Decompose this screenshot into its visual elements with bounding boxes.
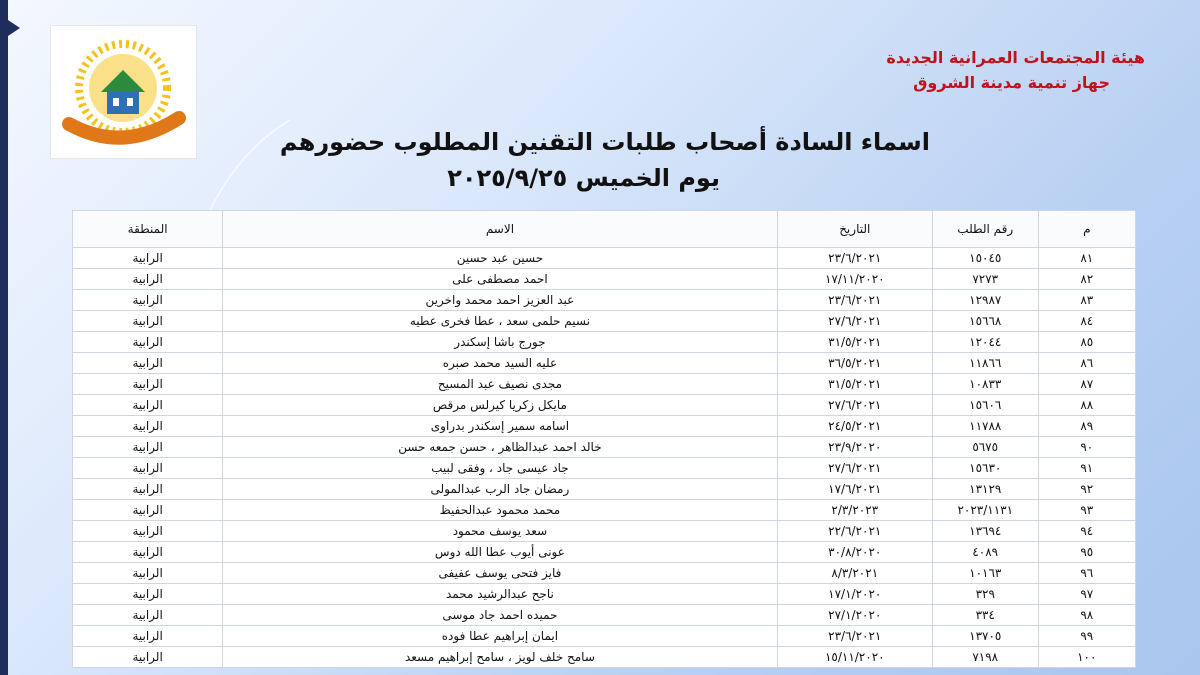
cell-zone: الرابية — [73, 353, 223, 374]
cell-name: ناجح عبدالرشيد محمد — [223, 584, 777, 605]
cell-date: ٢٧/٦/٢٠٢١ — [777, 311, 932, 332]
cell-date: ٣٦/٥/٢٠٢١ — [777, 353, 932, 374]
cell-request: ١٥٦٦٨ — [932, 311, 1038, 332]
cell-date: ٣١/٥/٢٠٢١ — [777, 332, 932, 353]
table-row — [73, 458, 1136, 479]
table-row — [73, 542, 1136, 563]
cell-no: ٩١ — [1038, 458, 1135, 479]
cell-date: ١٧/١/٢٠٢٠ — [777, 584, 932, 605]
table-row — [73, 479, 1136, 500]
cell-date: ٢/٣/٢٠٢٣ — [777, 500, 932, 521]
cell-date: ٢٤/٥/٢٠٢١ — [777, 416, 932, 437]
table-row — [73, 605, 1136, 626]
cell-zone: الرابية — [73, 311, 223, 332]
cell-request: ٣٣٤ — [932, 605, 1038, 626]
cell-name: جاد عيسى جاد ، وفقى لبيب — [223, 458, 777, 479]
cell-no: ٨١ — [1038, 248, 1135, 269]
cell-request: ٢٠٢٣/١١٣١ — [932, 500, 1038, 521]
cell-name: حميده احمد جاد موسى — [223, 605, 777, 626]
cell-name: فايز فتحى يوسف عفيفى — [223, 563, 777, 584]
cell-request: ١٥٦٣٠ — [932, 458, 1038, 479]
cell-zone: الرابية — [73, 605, 223, 626]
cell-date: ٢٣/٩/٢٠٢٠ — [777, 437, 932, 458]
cell-zone: الرابية — [73, 584, 223, 605]
table-row — [73, 521, 1136, 542]
cell-no: ٨٨ — [1038, 395, 1135, 416]
cell-request: ١٠١٦٣ — [932, 563, 1038, 584]
cell-name: جورج باشا إسكندر — [223, 332, 777, 353]
cell-date: ٢٧/١/٢٠٢٠ — [777, 605, 932, 626]
cell-no: ٩٥ — [1038, 542, 1135, 563]
table-row — [73, 437, 1136, 458]
table-row — [73, 626, 1136, 647]
cell-date: ٣١/٥/٢٠٢١ — [777, 374, 932, 395]
table-row — [73, 374, 1136, 395]
column-header-zone: المنطقة — [73, 211, 223, 248]
cell-date: ٢٧/٦/٢٠٢١ — [777, 458, 932, 479]
cell-zone: الرابية — [73, 542, 223, 563]
cell-no: ٨٥ — [1038, 332, 1135, 353]
cell-zone: الرابية — [73, 416, 223, 437]
organization-header — [886, 45, 1145, 95]
cell-no: ٨٩ — [1038, 416, 1135, 437]
cell-name: اسامه سمير إسكندر بدراوى — [223, 416, 777, 437]
attendees-table — [72, 210, 1136, 668]
cell-request: ٤٠٨٩ — [932, 542, 1038, 563]
cell-request: ١١٧٨٨ — [932, 416, 1038, 437]
cell-date: ٢٣/٦/٢٠٢١ — [777, 290, 932, 311]
column-header-date: التاريخ — [777, 211, 932, 248]
table-row — [73, 311, 1136, 332]
cell-no: ٩٦ — [1038, 563, 1135, 584]
cell-zone: الرابية — [73, 458, 223, 479]
cell-no: ٩٧ — [1038, 584, 1135, 605]
table-row — [73, 563, 1136, 584]
cell-name: ايمان إبراهيم عطا فوده — [223, 626, 777, 647]
cell-request: ١٢٩٨٧ — [932, 290, 1038, 311]
cell-request: ١٢٠٤٤ — [932, 332, 1038, 353]
page-subtitle: يوم الخميس ٢٠٢٥/٩/٢٥ — [447, 164, 720, 192]
cell-name: محمد محمود عبدالحفيظ — [223, 500, 777, 521]
cell-zone: الرابية — [73, 647, 223, 668]
cell-zone: الرابية — [73, 374, 223, 395]
cell-date: ٨/٣/٢٠٢١ — [777, 563, 932, 584]
cell-request: ١٥٠٤٥ — [932, 248, 1038, 269]
table-row — [73, 500, 1136, 521]
cell-request: ١٣٧٠٥ — [932, 626, 1038, 647]
slide-decoration-line — [8, 0, 20, 675]
cell-date: ٢٧/٦/٢٠٢١ — [777, 395, 932, 416]
cell-no: ٩٠ — [1038, 437, 1135, 458]
cell-zone: الرابية — [73, 479, 223, 500]
cell-name: سعد يوسف محمود — [223, 521, 777, 542]
cell-zone: الرابية — [73, 521, 223, 542]
table-row — [73, 353, 1136, 374]
cell-name: مايكل زكريا كيرلس مرقص — [223, 395, 777, 416]
cell-request: ١٣١٢٩ — [932, 479, 1038, 500]
cell-name: نسيم حلمى سعد ، عطا فخرى عطيه — [223, 311, 777, 332]
cell-no: ٨٢ — [1038, 269, 1135, 290]
cell-request: ١١٨٦٦ — [932, 353, 1038, 374]
table-row — [73, 332, 1136, 353]
cell-date: ١٧/١١/٢٠٢٠ — [777, 269, 932, 290]
org-name: هيئة المجتمعات العمرانية الجديدة — [886, 48, 1145, 67]
cell-no: ٩٢ — [1038, 479, 1135, 500]
cell-request: ٣٢٩ — [932, 584, 1038, 605]
cell-name: خالد احمد عبدالظاهر ، حسن جمعه حسن — [223, 437, 777, 458]
cell-no: ٩٨ — [1038, 605, 1135, 626]
table-header-row — [73, 211, 1136, 248]
cell-zone: الرابية — [73, 437, 223, 458]
cell-date: ٢٣/٦/٢٠٢١ — [777, 248, 932, 269]
cell-zone: الرابية — [73, 626, 223, 647]
city-logo — [50, 25, 197, 159]
table-row — [73, 290, 1136, 311]
table-row — [73, 416, 1136, 437]
cell-name: عونى أيوب عطا الله دوس — [223, 542, 777, 563]
cell-zone: الرابية — [73, 500, 223, 521]
cell-zone: الرابية — [73, 395, 223, 416]
slide-left-bar — [0, 0, 8, 675]
column-header-name: الاسم — [223, 211, 777, 248]
cell-name: سامح خلف لويز ، سامح إبراهيم مسعد — [223, 647, 777, 668]
cell-name: حسين عبد حسين — [223, 248, 777, 269]
column-header-no: م — [1038, 211, 1135, 248]
cell-zone: الرابية — [73, 332, 223, 353]
cell-name: عليه السيد محمد صبره — [223, 353, 777, 374]
cell-request: ١٣٦٩٤ — [932, 521, 1038, 542]
table-row — [73, 248, 1136, 269]
table-row — [73, 269, 1136, 290]
cell-zone: الرابية — [73, 290, 223, 311]
table-row — [73, 647, 1136, 668]
cell-request: ٥٦٧٥ — [932, 437, 1038, 458]
cell-date: ١٧/٦/٢٠٢١ — [777, 479, 932, 500]
cell-no: ٨٧ — [1038, 374, 1135, 395]
cell-name: رمضان جاد الرب عبدالمولى — [223, 479, 777, 500]
page-title: اسماء السادة أصحاب طلبات التقنين المطلوب حضورهم — [279, 128, 930, 156]
cell-date: ٣٠/٨/٢٠٢٠ — [777, 542, 932, 563]
cell-zone: الرابية — [73, 248, 223, 269]
cell-date: ٢٢/٦/٢٠٢١ — [777, 521, 932, 542]
cell-request: ٧١٩٨ — [932, 647, 1038, 668]
cell-name: احمد مصطفى على — [223, 269, 777, 290]
cell-date: ١٥/١١/٢٠٢٠ — [777, 647, 932, 668]
cell-no: ٨٦ — [1038, 353, 1135, 374]
cell-no: ٩٩ — [1038, 626, 1135, 647]
cell-request: ١٠٨٣٣ — [932, 374, 1038, 395]
column-header-request: رقم الطلب — [932, 211, 1038, 248]
table-row — [73, 584, 1136, 605]
cell-no: ١٠٠ — [1038, 647, 1135, 668]
cell-no: ٨٣ — [1038, 290, 1135, 311]
table-row — [73, 395, 1136, 416]
cell-no: ٩٤ — [1038, 521, 1135, 542]
cell-request: ١٥٦٠٦ — [932, 395, 1038, 416]
cell-name: مجدى نصيف عبد المسيح — [223, 374, 777, 395]
org-branch: جهاز تنمية مدينة الشروق — [913, 73, 1110, 92]
cell-request: ٧٢٧٣ — [932, 269, 1038, 290]
cell-zone: الرابية — [73, 563, 223, 584]
cell-zone: الرابية — [73, 269, 223, 290]
cell-no: ٨٤ — [1038, 311, 1135, 332]
cell-no: ٩٣ — [1038, 500, 1135, 521]
cell-name: عبد العزيز احمد محمد واخرين — [223, 290, 777, 311]
cell-date: ٢٣/٦/٢٠٢١ — [777, 626, 932, 647]
